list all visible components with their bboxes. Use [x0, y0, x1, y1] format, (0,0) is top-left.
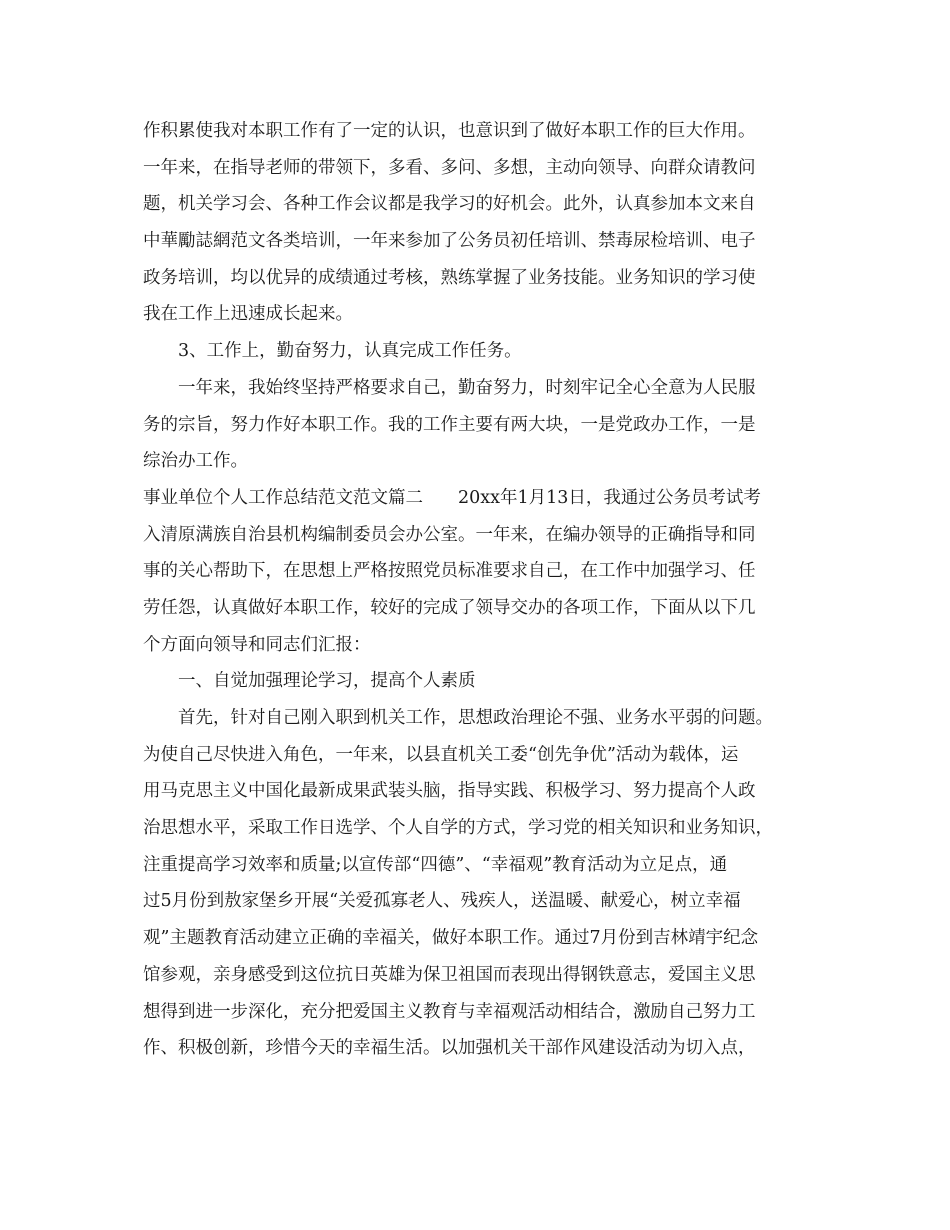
text-line: 一年来，在指导老师的带领下，多看、多问、多想，主动向领导、向群众请教问: [143, 157, 756, 178]
text-line: 首先，针对自己刚入职到机关工作，思想政治理论不强、业务水平弱的问题。: [178, 708, 773, 728]
text-line: 综治办工作。: [143, 451, 248, 472]
text-line: 个方面向领导和同志们汇报：: [143, 634, 371, 655]
text-line: 治思想水平，采取工作日选学、个人自学的方式，学习党的相关知识和业务知识，: [143, 818, 773, 839]
text-line: 事业单位个人工作总结范文范文篇二 20xx年1月13日，我通过公务员考试考: [143, 487, 761, 508]
text-line: 中華勵誌網范文各类培训，一年来参加了公务员初任培训、禁毒尿检培训、电子: [143, 231, 756, 252]
text-line: 馆参观，亲身感受到这位抗日英雄为保卫祖国而表现出得钢铁意志，爱国主义思: [143, 964, 756, 985]
text-line: 题，机关学习会、各种工作会议都是我学习的好机会。此外，认真参加本文来自: [143, 194, 756, 215]
text-line: 劳任怨，认真做好本职工作，较好的完成了领导交办的各项工作，下面从以下几: [143, 597, 756, 618]
text-line: 政务培训，均以优异的成绩通过考核，熟练掌握了业务技能。业务知识的学习使: [143, 267, 756, 288]
text-line: 3、工作上，勤奋努力，认真完成工作任务。: [178, 341, 522, 362]
text-line: 我在工作上迅速成长起来。: [143, 304, 353, 325]
text-line: 务的宗旨，努力作好本职工作。我的工作主要有两大块，一是党政办工作，一是: [143, 414, 756, 435]
text-line: 为使自己尽快进入角色，一年来，以县直机关工委“创先争优”活动为载体，运: [143, 744, 739, 765]
text-line: 想得到进一步深化，充分把爱国主义教育与幸福观活动相结合，激励自己努力工: [143, 1001, 756, 1022]
text-line: 一、自觉加强理论学习，提高个人素质: [178, 671, 476, 692]
document-body: [143, 113, 813, 1067]
text-line: 用马克思主义中国化最新成果武装头脑，指导实践、积极学习、努力提高个人政: [143, 781, 756, 802]
text-line: 注重提高学习效率和质量;以宣传部“四德”、“幸福观”教育活动为立足点，通: [143, 854, 728, 875]
text-line: 一年来，我始终坚持严格要求自己，勤奋努力，时刻牢记全心全意为人民服: [178, 377, 756, 398]
text-line: 事的关心帮助下，在思想上严格按照党员标准要求自己，在工作中加强学习、任: [143, 561, 756, 582]
text-line: 作、积极创新，珍惜今天的幸福生活。以加强机关干部作风建设活动为切入点，: [143, 1038, 756, 1059]
text-line: 观”主题教育活动建立正确的幸福关，做好本职工作。通过7月份到吉林靖宇纪念: [143, 928, 759, 949]
text-line: 过5月份到敖家堡乡开展“关爱孤寡老人、残疾人，送温暖、献爱心，树立幸福: [143, 891, 741, 912]
text-line: 入清原满族自治县机构编制委员会办公室。一年来，在编办领导的正确指导和同: [143, 524, 756, 545]
text-line: 作积累使我对本职工作有了一定的认识，也意识到了做好本职工作的巨大作用。: [143, 121, 756, 141]
